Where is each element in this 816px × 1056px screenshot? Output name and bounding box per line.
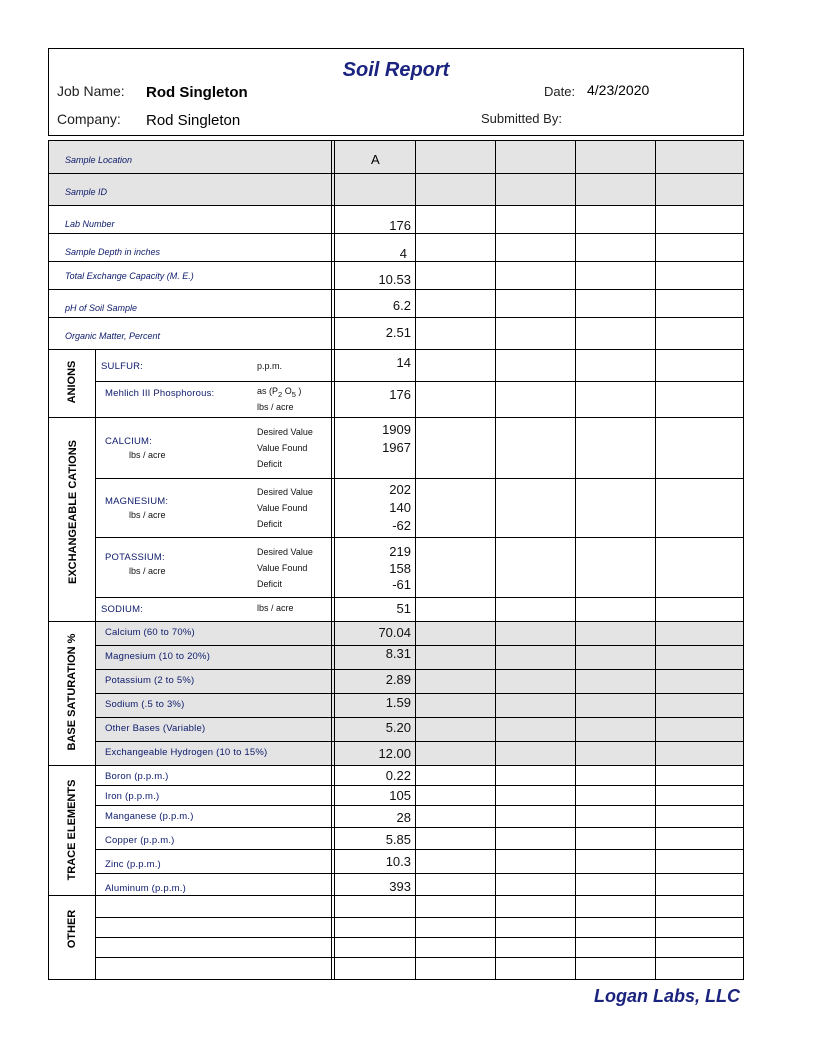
potassium-deficit-value: -61	[392, 577, 411, 592]
ph-value: 6.2	[392, 298, 411, 313]
boron-value: 0.22	[385, 768, 411, 783]
base-saturation-section-label: BASE SATURATION %	[66, 633, 78, 751]
potassium-found-label: Value Found	[257, 563, 308, 573]
potassium-deficit-label: Deficit	[257, 579, 283, 589]
magnesium-deficit-value: -62	[392, 518, 411, 533]
other-section-label: OTHER	[66, 909, 78, 949]
magnesium-label: MAGNESIUM:	[105, 496, 169, 507]
magnesium-unit: lbs / acre	[129, 510, 166, 520]
zinc-value: 10.3	[385, 854, 411, 869]
lab-company-name: Logan Labs, LLC	[594, 986, 740, 1006]
bs-hydrogen-value: 12.00	[378, 746, 411, 761]
bs-other-bases-label: Other Bases (Variable)	[105, 723, 206, 734]
iron-value: 105	[389, 788, 411, 803]
sodium-unit: lbs / acre	[257, 603, 294, 613]
phosphorous-value: 176	[389, 387, 411, 402]
date-value: 4/23/2020	[587, 82, 650, 98]
company-label: Company:	[57, 111, 121, 127]
date-label: Date:	[544, 84, 576, 99]
magnesium-deficit-label: Deficit	[257, 519, 283, 529]
bs-other-bases-value: 5.20	[385, 720, 411, 735]
calcium-desired-label: Desired Value	[257, 427, 313, 437]
job-name-value: Rod Singleton	[146, 84, 248, 101]
phosphorous-unit-2: lbs / acre	[257, 402, 294, 412]
potassium-desired-label: Desired Value	[257, 547, 313, 557]
iron-label: Iron (p.p.m.)	[105, 791, 160, 802]
magnesium-desired-label: Desired Value	[257, 487, 313, 497]
sulfur-label: SULFUR:	[101, 361, 144, 372]
sample-location-label: Sample Location	[65, 155, 133, 165]
sulfur-value: 14	[396, 355, 411, 370]
sodium-value: 51	[396, 601, 411, 616]
aluminum-label: Aluminum (p.p.m.)	[105, 883, 187, 894]
calcium-deficit-label: Deficit	[257, 459, 283, 469]
trace-elements-section-label: TRACE ELEMENTS	[66, 779, 78, 881]
potassium-unit: lbs / acre	[129, 566, 166, 576]
bs-magnesium-label: Magnesium (10 to 20%)	[105, 651, 211, 662]
lab-number-label: Lab Number	[65, 219, 115, 229]
bs-calcium-value: 70.04	[378, 625, 411, 640]
zinc-label: Zinc (p.p.m.)	[105, 859, 161, 870]
sample-depth-label: Sample Depth in inches	[65, 247, 161, 257]
bs-hydrogen-label: Exchangeable Hydrogen (10 to 15%)	[105, 747, 268, 758]
calcium-label: CALCIUM:	[105, 436, 152, 447]
sample-location-value: A	[371, 152, 380, 167]
report-header	[48, 48, 744, 136]
om-value: 2.51	[385, 325, 411, 340]
report-title: Soil Report	[342, 59, 450, 81]
magnesium-desired-value: 202	[389, 482, 411, 497]
phosphorous-label: Mehlich III Phosphorous:	[105, 388, 215, 399]
manganese-value: 28	[396, 810, 411, 825]
lab-number-value: 176	[389, 218, 411, 233]
phosphorous-unit: as ($P_2$ $O_5$ )	[257, 386, 302, 399]
bs-magnesium-value: 8.31	[385, 646, 411, 661]
magnesium-found-value: 140	[389, 500, 411, 515]
tec-label: Total Exchange Capacity (M. E.)	[65, 271, 194, 281]
submitted-by-label: Submitted By:	[481, 111, 562, 126]
sodium-label: SODIUM:	[101, 604, 144, 615]
bs-sodium-value: 1.59	[385, 695, 411, 710]
calcium-found-value: 1967	[382, 440, 411, 455]
calcium-desired-value: 1909	[382, 422, 411, 437]
magnesium-found-label: Value Found	[257, 503, 308, 513]
anions-section-label: ANIONS	[66, 360, 78, 404]
potassium-found-value: 158	[389, 561, 411, 576]
bs-calcium-label: Calcium (60 to 70%)	[105, 627, 195, 638]
bs-potassium-value: 2.89	[385, 672, 411, 687]
job-name-label: Job Name:	[57, 83, 125, 99]
sulfur-unit: p.p.m.	[257, 361, 283, 371]
calcium-found-label: Value Found	[257, 443, 308, 453]
boron-label: Boron (p.p.m.)	[105, 771, 169, 782]
potassium-label: POTASSIUM:	[105, 552, 165, 563]
copper-label: Copper (p.p.m.)	[105, 835, 175, 846]
ph-label: pH of Soil Sample	[65, 303, 138, 313]
bs-potassium-label: Potassium (2 to 5%)	[105, 675, 195, 686]
company-value: Rod Singleton	[146, 112, 241, 129]
potassium-desired-value: 219	[389, 544, 411, 559]
sample-depth-value: 4	[399, 246, 407, 261]
om-label: Organic Matter, Percent	[65, 331, 161, 341]
report-grid	[48, 140, 744, 980]
tec-value: 10.53	[378, 272, 411, 287]
bs-sodium-label: Sodium (.5 to 3%)	[105, 699, 185, 710]
calcium-unit: lbs / acre	[129, 450, 166, 460]
copper-value: 5.85	[385, 832, 411, 847]
aluminum-value: 393	[389, 879, 411, 894]
manganese-label: Manganese (p.p.m.)	[105, 811, 194, 822]
cations-section-label: EXCHANGEABLE CATIONS	[67, 439, 79, 585]
sample-id-label: Sample ID	[65, 187, 108, 197]
